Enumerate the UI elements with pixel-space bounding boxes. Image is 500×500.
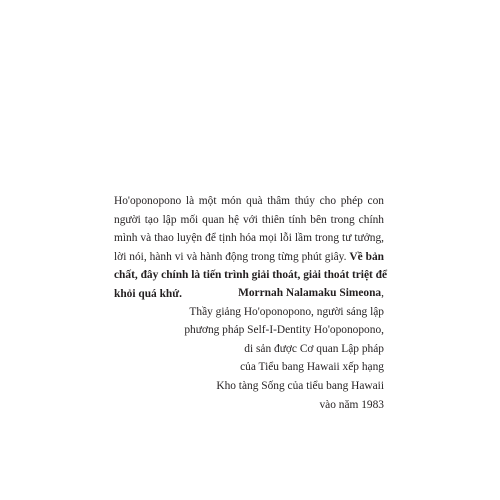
author-name: Morrnah Nalamaku Simeona <box>238 287 382 299</box>
attribution-line: di sản được Cơ quan Lập pháp <box>244 342 384 355</box>
attribution-line: vào năm 1983 <box>319 398 384 411</box>
quote-line <box>114 248 384 267</box>
attribution-line: phương pháp Self-I-Dentity Ho'oponopono, <box>184 324 384 337</box>
quote-emphasis: Về bản <box>349 250 384 263</box>
attribution-line: Thầy giảng Ho'oponopono, người sáng lập <box>189 305 384 318</box>
attribution-line: của Tiểu bang Hawaii xếp hạng <box>240 361 384 374</box>
attribution-author-line <box>104 284 384 303</box>
author-suffix: , <box>381 287 384 299</box>
quote-line <box>114 229 384 248</box>
quote-text: Ho'oponopono là một món quà thâm thúy cho phép con <box>114 195 384 207</box>
quote-text: lời nói, hành vi và hành động trong từng phút giây. <box>114 250 350 263</box>
quote-line <box>114 266 388 285</box>
quote-line <box>114 192 384 211</box>
quote-text: mình và thao luyện để tịnh hóa mọi lỗi lầm trong tư tưởng, <box>114 232 384 245</box>
quote-emphasis: chất, đây chính là tiến trình giải thoát, giải thoát triệt để <box>114 269 388 282</box>
quote-line <box>114 211 384 230</box>
quote-text: người tạo lập mối quan hệ với thiên tính bên trong chính <box>114 213 384 226</box>
quote-attribution <box>104 284 384 414</box>
quote-emphasis: khỏi quá khứ. <box>114 287 182 300</box>
attribution-line: Kho tàng Sống của tiểu bang Hawaii <box>216 379 384 392</box>
